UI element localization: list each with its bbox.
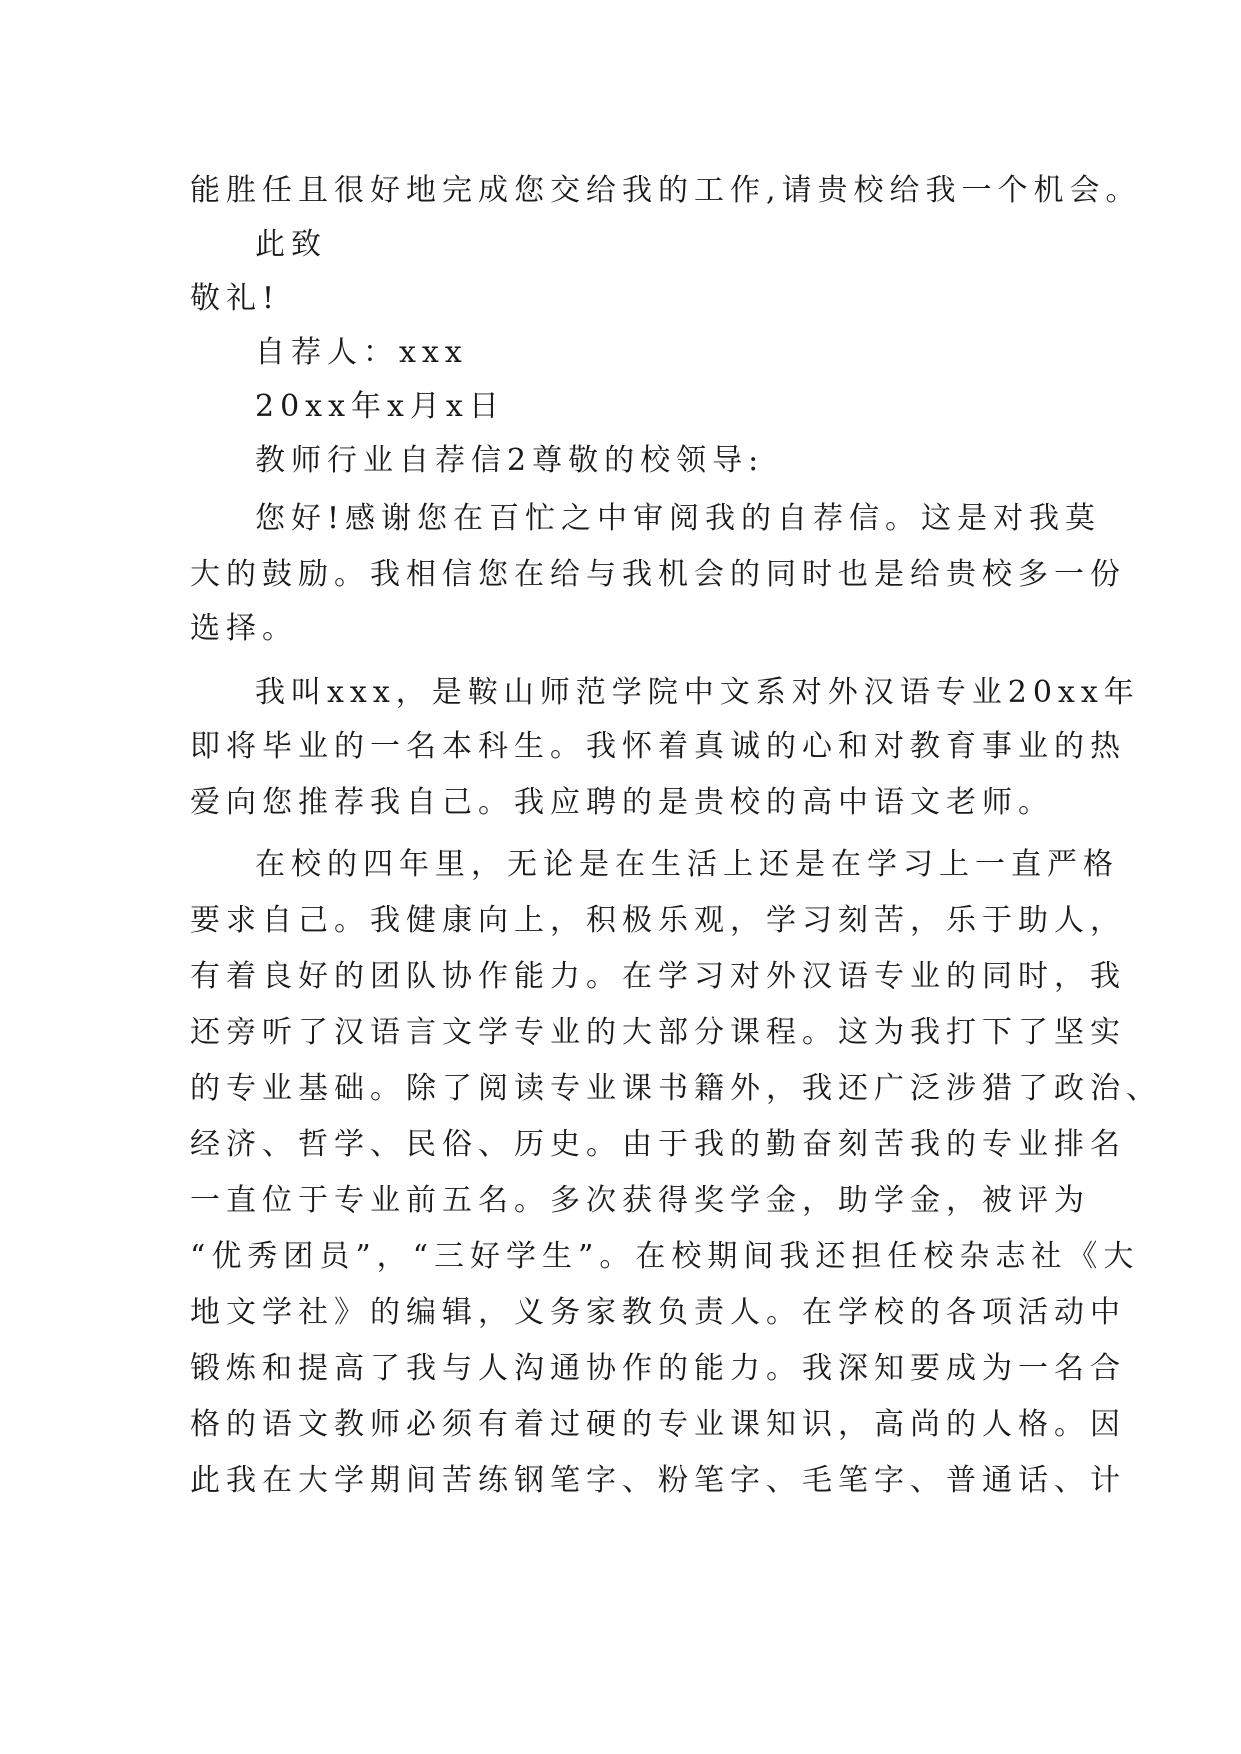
body-line: 有着良好的团队协作能力。在学习对外汉语专业的同时，我	[190, 959, 1126, 994]
closing-salutation: 此致	[255, 227, 327, 262]
body-line: 即将毕业的一名本科生。我怀着真诚的心和对教育事业的热	[190, 729, 1126, 764]
body-line: 地文学社》的编辑，义务家教负责人。在学校的各项活动中	[190, 1295, 1126, 1330]
signature-name: 自荐人：xxx	[255, 335, 468, 370]
body-line: 锻炼和提高了我与人沟通协作的能力。我深知要成为一名合	[190, 1351, 1126, 1386]
body-line: 要求自己。我健康向上，积极乐观，学习刻苦，乐于助人，	[190, 903, 1126, 938]
body-line: 在校的四年里，无论是在生活上还是在学习上一直严格	[255, 847, 1119, 882]
body-line: 我叫xxx，是鞍山师范学院中文系对外汉语专业20xx年	[255, 675, 1140, 710]
body-line: 此我在大学期间苦练钢笔字、粉笔字、毛笔字、普通话、计	[190, 1463, 1126, 1498]
body-line: 一直位于专业前五名。多次获得奖学金，助学金，被评为	[190, 1183, 1090, 1218]
body-line: 大的鼓励。我相信您在给与我机会的同时也是给贵校多一份	[190, 557, 1126, 592]
body-line: 的专业基础。除了阅读专业课书籍外，我还广泛涉猎了政治、	[190, 1071, 1162, 1106]
body-line: 格的语文教师必须有着过硬的专业课知识，高尚的人格。因	[190, 1407, 1126, 1442]
body-line: 您好!感谢您在百忙之中审阅我的自荐信。这是对我莫	[255, 501, 1102, 536]
body-line: 爱向您推荐我自己。我应聘的是贵校的高中语文老师。	[190, 785, 1054, 820]
body-line: 经济、哲学、民俗、历史。由于我的勤奋刻苦我的专业排名	[190, 1127, 1126, 1162]
letter-heading: 教师行业自荐信2尊敬的校领导:	[255, 443, 765, 478]
body-line: 能胜任且很好地完成您交给我的工作,请贵校给我一个机会。	[190, 173, 1142, 208]
body-line: 还旁听了汉语言文学专业的大部分课程。这为我打下了坚实	[190, 1015, 1126, 1050]
body-line: 选择。	[190, 611, 298, 646]
body-line: “优秀团员”，“三好学生”。在校期间我还担任校杂志社《大	[190, 1239, 1140, 1274]
closing-respect: 敬礼!	[190, 281, 281, 316]
signature-date: 20xx年x月x日	[255, 389, 505, 424]
